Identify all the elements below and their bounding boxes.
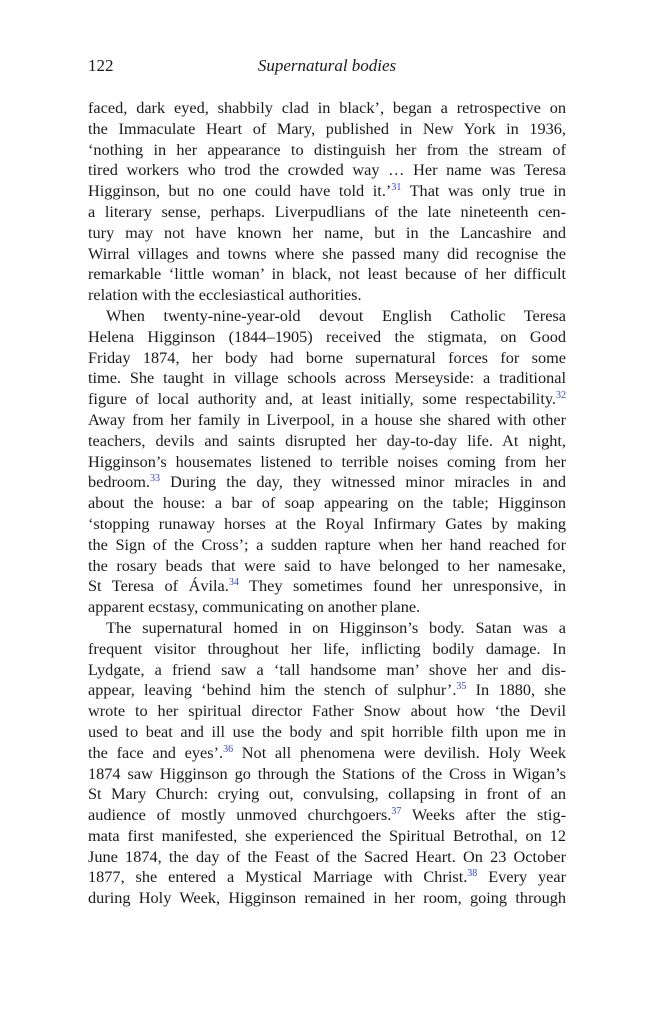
text-run: apparent ecstasy, communicating on another plane. (88, 597, 421, 617)
body-text (88, 98, 566, 909)
text-line (88, 452, 566, 473)
text-run: That was only true in (401, 181, 566, 201)
text-line (88, 348, 566, 369)
text-run: Every year (477, 867, 567, 887)
text-line (88, 597, 566, 618)
text-run: the Immaculate Heart of Mary, published in New York in 1936, (88, 118, 566, 138)
text-line (88, 264, 566, 285)
text-run: the face and eyes’. (88, 742, 224, 762)
text-line (88, 556, 566, 577)
text-line (88, 431, 566, 452)
text-line (88, 472, 566, 493)
text-line (88, 223, 566, 244)
text-run: St Teresa of Ávila. (88, 576, 229, 596)
footnote-reference[interactable]: 32 (556, 390, 566, 402)
text-run: Helena Higginson (1844–1905) received the stigmata, on Good (88, 326, 566, 346)
text-line (88, 493, 566, 514)
footnote-reference[interactable]: 38 (467, 868, 478, 880)
text-run: ‘stopping runaway horses at the Royal Infirmary Gates by making (88, 513, 566, 533)
text-line (88, 368, 566, 389)
text-run: a literary sense, perhaps. Liverpudlians of the late nineteenth cen- (88, 201, 566, 221)
text-run: figure of local authority and, at least initially, some respectability. (88, 389, 556, 409)
text-line (88, 784, 566, 805)
text-run: During the day, they witnessed minor miracles in and (159, 472, 566, 492)
text-run: 1877, she entered a Mystical Marriage with Christ. (88, 867, 468, 887)
text-run: Higginson, but no one could have told it.’ (88, 181, 392, 201)
text-line (88, 722, 566, 743)
text-line (88, 410, 566, 431)
text-line (88, 826, 566, 847)
text-run: the Sign of the Cross’; a sudden rapture when her hand reached for (88, 534, 566, 554)
text-run: frequent visitor throughout her life, inflicting bodily damage. In (88, 638, 566, 658)
text-line (88, 805, 566, 826)
text-line (88, 202, 566, 223)
text-line (88, 888, 566, 909)
text-run: June 1874, the day of the Feast of the Sacred Heart. On 23 October (88, 846, 566, 866)
text-line (88, 639, 566, 660)
text-line (88, 160, 566, 181)
text-line (88, 119, 566, 140)
text-line (88, 867, 566, 888)
text-line (88, 244, 566, 265)
text-run: Away from her family in Liverpool, in a house she shared with other (88, 409, 566, 429)
text-line (88, 327, 566, 348)
text-run: 1874 saw Higginson go through the Stations of the Cross in Wigan’s (88, 763, 566, 783)
text-run: ‘nothing in her appearance to distinguish her from the stream of (88, 139, 566, 159)
text-run: St Mary Church: crying out, convulsing, collapsing in front of an (88, 784, 566, 804)
footnote-reference[interactable]: 35 (456, 681, 467, 693)
text-line (88, 660, 566, 681)
text-run: tury may not have known her name, but in the Lancashire and (88, 222, 566, 242)
text-line (88, 285, 566, 306)
text-run: time. She taught in village schools across Merseyside: a traditional (88, 368, 566, 388)
text-run: Wirral villages and towns where she passed many did recognise the (88, 243, 566, 263)
text-run: In 1880, she (466, 680, 567, 700)
footnote-reference[interactable]: 36 (223, 743, 234, 755)
text-run: remarkable ‘little woman’ in black, not least because of her difficult (88, 264, 566, 284)
footnote-reference[interactable]: 33 (149, 473, 160, 485)
text-run: audience of mostly unmoved churchgoers. (88, 805, 392, 825)
footnote-reference[interactable]: 31 (391, 182, 402, 194)
text-run: Lydgate, a friend saw a ‘tall handsome man’ shove her and dis- (88, 659, 566, 679)
text-run: Weeks after the stig- (401, 805, 567, 825)
text-run: Friday 1874, her body had borne supernatural forces for some (88, 347, 566, 367)
text-line (88, 764, 566, 785)
running-head: Supernatural bodies (257, 56, 397, 75)
text-line (88, 847, 566, 868)
text-line (88, 140, 566, 161)
footnote-reference[interactable]: 37 (391, 806, 402, 818)
text-line (88, 618, 566, 639)
text-line (88, 576, 566, 597)
footnote-reference[interactable]: 34 (228, 577, 239, 589)
text-line (88, 535, 566, 556)
text-run: appear, leaving ‘behind him the stench of sulphur’. (88, 680, 457, 700)
text-run: faced, dark eyed, shabbily clad in black’, began a retrospective on (88, 98, 566, 117)
text-run: tired workers who trod the crowded way … Her name was Teresa (88, 160, 566, 180)
text-run: Not all phenomena were devilish. Holy Week (233, 742, 566, 762)
text-run: relation with the ecclesiastical authorities. (88, 285, 362, 305)
page-header (88, 56, 566, 80)
text-line (88, 98, 566, 119)
text-run: Higginson’s housemates listened to terrible noises coming from her (88, 451, 566, 471)
text-run: When twenty-nine-year-old devout English Catholic Teresa (106, 305, 566, 325)
text-run: The supernatural homed in on Higginson’s body. Satan was a (106, 617, 566, 637)
text-line (88, 181, 566, 202)
text-line (88, 743, 566, 764)
text-line (88, 306, 566, 327)
text-line (88, 680, 566, 701)
text-run: mata first manifested, she experienced the Spiritual Betrothal, on 12 (88, 825, 566, 845)
text-line (88, 514, 566, 535)
text-run: teachers, devils and saints disrupted her day-to-day life. At night, (88, 430, 566, 450)
text-run: about the house: a bar of soap appearing on the table; Higginson (88, 493, 566, 513)
text-run: used to beat and ill use the body and spit horrible filth upon me in (88, 721, 566, 741)
text-run: the rosary beads that were said to have belonged to her namesake, (88, 555, 566, 575)
text-line (88, 701, 566, 722)
text-run: during Holy Week, Higginson remained in her room, going through (88, 888, 566, 908)
text-run: They sometimes found her unresponsive, in (238, 576, 566, 596)
page-number: 122 (88, 56, 114, 75)
text-line (88, 389, 566, 410)
text-run: bedroom. (88, 472, 150, 492)
text-run: wrote to her spiritual director Father Snow about how ‘the Devil (88, 701, 566, 721)
